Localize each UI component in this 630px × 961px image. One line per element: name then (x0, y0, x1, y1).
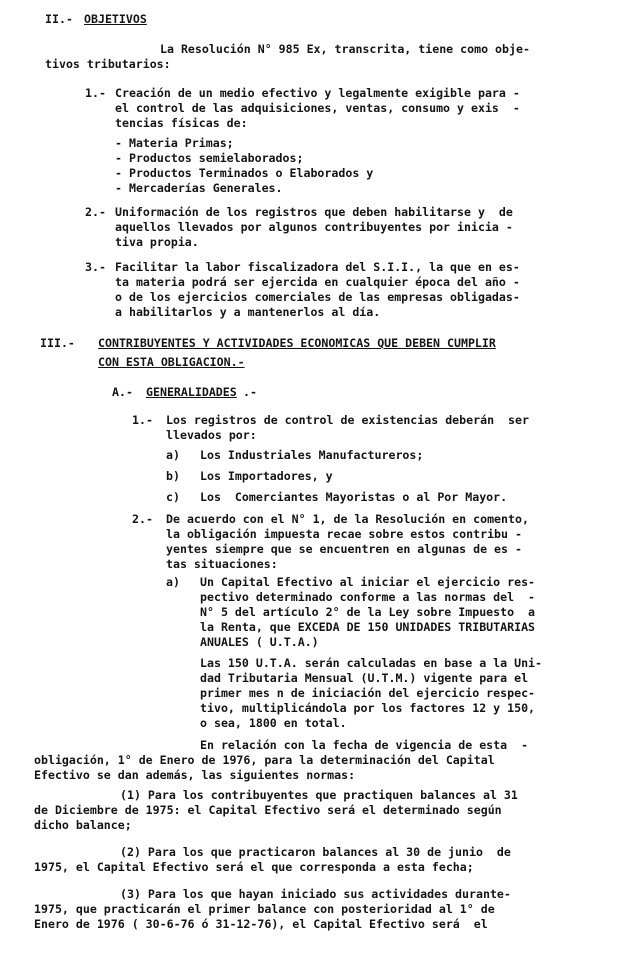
uta-line: dad Tributaria Mensual (U.T.M.) vigente para el (200, 671, 529, 685)
section-ii-heading: OBJETIVOS (84, 12, 147, 26)
bullet-item: - Mercaderías Generales. (115, 181, 283, 195)
norma-line: dicho balance; (34, 818, 132, 832)
uta-line: primer mes n de iniciación del ejercicio respec- (200, 686, 536, 700)
item-line: aquellos llevados por algunos contribuyentes por inicia - (115, 220, 513, 234)
norma-line: Enero de 1976 ( 30-6-76 ó 31-12-76), el Capital Efectivo será el (34, 917, 488, 931)
uta-line: tivo, multiplicándola por los factores 12 y 150, (200, 701, 536, 715)
bullet-item: - Productos semielaborados; (115, 151, 304, 165)
relacion-line: Efectivo se dan además, las siguientes normas: (34, 768, 356, 782)
sub-line: ANUALES ( U.T.A.) (200, 635, 319, 649)
sub-line: Un Capital Efectivo al iniciar el ejercicio res- (200, 575, 536, 589)
norma-line: (3) Para los que hayan iniciado sus actividades durante- (120, 887, 511, 901)
section-iii-number: III.- (40, 336, 75, 350)
norma-line: 1975, que practicarán el primer balance con posterioridad al 1° de (34, 902, 495, 916)
option-text: Los Comerciantes Mayoristas o al Por Mayor. (200, 490, 508, 504)
section-iii-heading: CON ESTA OBLIGACION.- (98, 355, 245, 369)
item-line: tiva propia. (115, 235, 199, 249)
item-line: Uniformación de los registros que deben habilitarse y de (115, 205, 513, 219)
sub-line: la Renta, que EXCEDA DE 150 UNIDADES TRIBUTARIAS (200, 620, 536, 634)
sub-letter: a) (166, 575, 180, 589)
sub-line: pectivo determinado conforme a las normas del - (200, 590, 536, 604)
norma-line: de Diciembre de 1975: el Capital Efectivo será el determinado según (34, 803, 502, 817)
option-letter: a) (166, 448, 180, 462)
item-line: tencias físicas de: (115, 116, 248, 130)
relacion-line: obligación, 1° de Enero de 1976, para la determinación del Capital (34, 753, 495, 767)
item-number: 3.- (85, 260, 106, 274)
item-number: 2.- (85, 205, 106, 219)
item-line: ta materia podrá ser ejercida en cualquier época del año - (115, 275, 520, 289)
point-number: 2.- (132, 512, 153, 526)
subsection-a-heading: GENERALIDADES (146, 385, 237, 399)
point-line: tas situaciones: (166, 557, 278, 571)
intro-line: La Resolución N° 985 Ex, transcrita, tiene como obje- (160, 42, 530, 56)
intro-line: tivos tributarios: (45, 57, 171, 71)
uta-line: o sea, 1800 en total. (200, 716, 347, 730)
section-iii-heading: CONTRIBUYENTES Y ACTIVIDADES ECONOMICAS QUE DEBEN CUMPLIR (98, 336, 496, 350)
norma-line: 1975, el Capital Efectivo será el que corresponda a esta fecha; (34, 860, 474, 874)
point-line: la obligación impuesta recae sobre estos contribu - (166, 527, 522, 541)
item-line: Creación de un medio efectivo y legalmente exigible para - (115, 86, 520, 100)
sub-line: N° 5 del artículo 2° de la Ley sobre Impuesto a (200, 605, 536, 619)
point-line: llevados por: (166, 428, 257, 442)
option-letter: b) (166, 469, 180, 483)
item-line: a habilitarlos y a mantenerlos al día. (115, 305, 381, 319)
option-text: Los Importadores, y (200, 469, 333, 483)
point-line: Los registros de control de existencias deberán ser (166, 413, 529, 427)
norma-line: (1) Para los contribuyentes que practiquen balances al 31 (120, 788, 518, 802)
option-letter: c) (166, 490, 180, 504)
item-line: Facilitar la labor fiscalizadora del S.I.I., la que en es- (115, 260, 520, 274)
subsection-a-suffix: .- (243, 385, 257, 399)
option-text: Los Industriales Manufactureros; (200, 448, 424, 462)
point-line: yentes siempre que se encuentren en algunas de es - (166, 542, 522, 556)
point-number: 1.- (132, 413, 153, 427)
relacion-line: En relación con la fecha de vigencia de esta - (200, 738, 529, 752)
item-line: o de los ejercicios comerciales de las empresas obligadas- (115, 290, 520, 304)
section-ii-number: II.- (45, 12, 73, 26)
bullet-item: - Productos Terminados o Elaborados y (115, 166, 374, 180)
subsection-a-number: A.- (112, 385, 133, 399)
point-line: De acuerdo con el N° 1, de la Resolución en comento, (166, 512, 529, 526)
uta-line: Las 150 U.T.A. serán calculadas en base a la Uni- (200, 656, 543, 670)
bullet-item: - Materia Primas; (115, 136, 234, 150)
norma-line: (2) Para los que practicaron balances al 30 de junio de (120, 845, 511, 859)
item-number: 1.- (85, 86, 106, 100)
item-line: el control de las adquisiciones, ventas, consumo y exis - (115, 101, 520, 115)
